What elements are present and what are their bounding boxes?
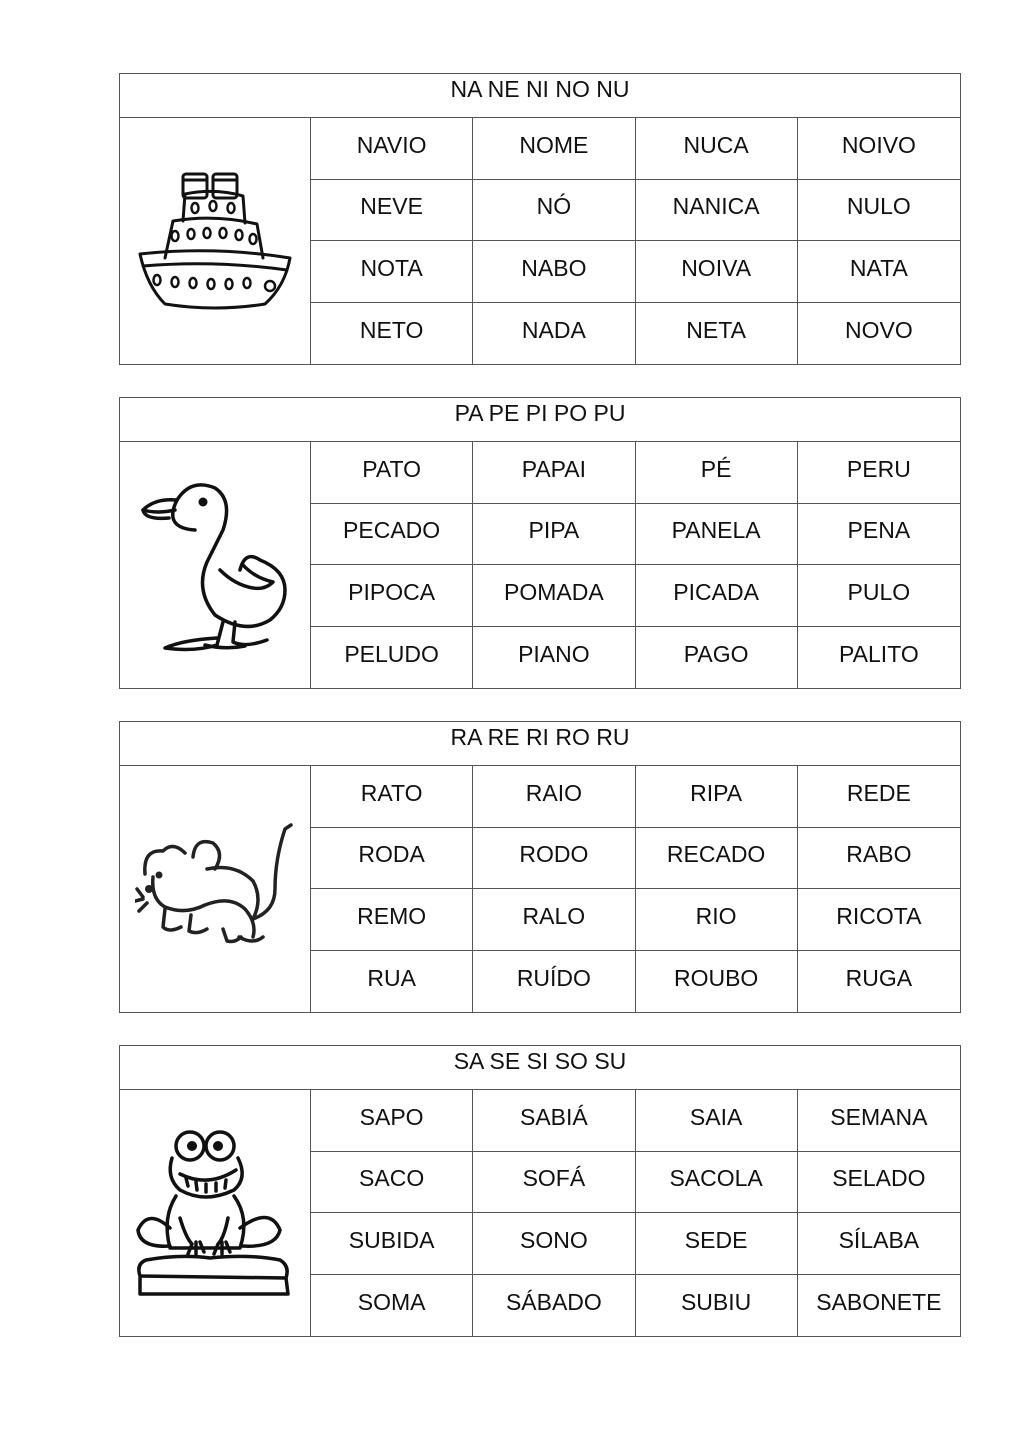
mouse-icon (120, 766, 311, 1012)
word-cell: RALO (473, 889, 635, 951)
word-cell: NANICA (636, 180, 798, 242)
word-cell: NOIVO (798, 118, 960, 180)
word-cell: PIPA (473, 504, 635, 566)
duck-icon (120, 442, 311, 688)
word-cell: SABONETE (816, 1288, 942, 1315)
word-cell: RODA (311, 828, 473, 890)
word-cell: PIANO (473, 627, 635, 689)
word-cell: SAIA (636, 1090, 798, 1152)
word-cell: SOMA (311, 1275, 473, 1337)
word-cell: SAPO (311, 1090, 473, 1152)
word-cell: RIPA (636, 766, 798, 828)
word-cell: RATO (311, 766, 473, 828)
word-cell: SUBIU (636, 1275, 798, 1337)
word-cell: PÉ (636, 442, 798, 504)
word-cell: ROUBO (636, 951, 798, 1013)
word-cell: PULO (798, 565, 960, 627)
syllable-block-na (119, 73, 961, 365)
word-cell: RICOTA (798, 889, 960, 951)
word-cell: SÁBADO (473, 1275, 635, 1337)
word-cell: NUCA (636, 118, 798, 180)
word-cell: PECADO (311, 504, 473, 566)
word-cell: SEMANA (798, 1090, 960, 1152)
word-cell: PICADA (636, 565, 798, 627)
word-cell: SACO (311, 1152, 473, 1214)
word-cell: NADA (473, 303, 635, 365)
word-cell: NÓ (473, 180, 635, 242)
word-cell: RIO (636, 889, 798, 951)
block-header: PA PE PI PO PU (120, 398, 960, 442)
word-cell: RABO (798, 828, 960, 890)
word-cell: SELADO (798, 1152, 960, 1214)
word-cell: REDE (798, 766, 960, 828)
word-cell: NETO (311, 303, 473, 365)
word-cell: NOIVA (636, 241, 798, 303)
word-cell: PALITO (839, 640, 919, 667)
word-cell: RUGA (845, 964, 913, 991)
word-cell: NOME (473, 118, 635, 180)
word-cell: NABO (473, 241, 635, 303)
word-cell: NULO (798, 180, 960, 242)
word-cell: PIPOCA (311, 565, 473, 627)
word-cell: NETA (636, 303, 798, 365)
word-cell: PELUDO (311, 627, 473, 689)
word-cell: NATA (798, 241, 960, 303)
word-grid (311, 442, 960, 688)
word-cell: NAVIO (311, 118, 473, 180)
word-cell: PAGO (636, 627, 798, 689)
syllable-block-sa (119, 1045, 961, 1337)
block-header: RA RE RI RO RU (120, 722, 960, 766)
word-cell: NOVO (845, 316, 913, 343)
word-cell: SOFÁ (473, 1152, 635, 1214)
word-cell: NEVE (311, 180, 473, 242)
word-cell: REMO (311, 889, 473, 951)
word-cell: PANELA (636, 504, 798, 566)
word-grid (311, 118, 960, 364)
word-cell: NOTA (311, 241, 473, 303)
syllable-block-pa (119, 397, 961, 689)
word-cell: RUA (311, 951, 473, 1013)
block-header: NA NE NI NO NU (120, 74, 960, 118)
word-cell: SÍLABA (798, 1213, 960, 1275)
word-cell: RAIO (473, 766, 635, 828)
word-cell: PAPAI (473, 442, 635, 504)
ship-icon (120, 118, 311, 364)
frog-icon (120, 1090, 311, 1336)
word-cell: SUBIDA (311, 1213, 473, 1275)
word-grid (311, 766, 960, 1012)
word-cell: PERU (798, 442, 960, 504)
word-cell: POMADA (473, 565, 635, 627)
word-cell: RUÍDO (473, 951, 635, 1013)
block-header: SA SE SI SO SU (120, 1046, 960, 1090)
word-cell: PATO (311, 442, 473, 504)
syllable-block-ra (119, 721, 961, 1013)
word-cell: SONO (473, 1213, 635, 1275)
word-cell: RECADO (636, 828, 798, 890)
word-cell: RODO (473, 828, 635, 890)
word-cell: SEDE (636, 1213, 798, 1275)
word-cell: PENA (798, 504, 960, 566)
word-grid (311, 1090, 960, 1336)
word-cell: SACOLA (636, 1152, 798, 1214)
word-cell: SABIÁ (473, 1090, 635, 1152)
